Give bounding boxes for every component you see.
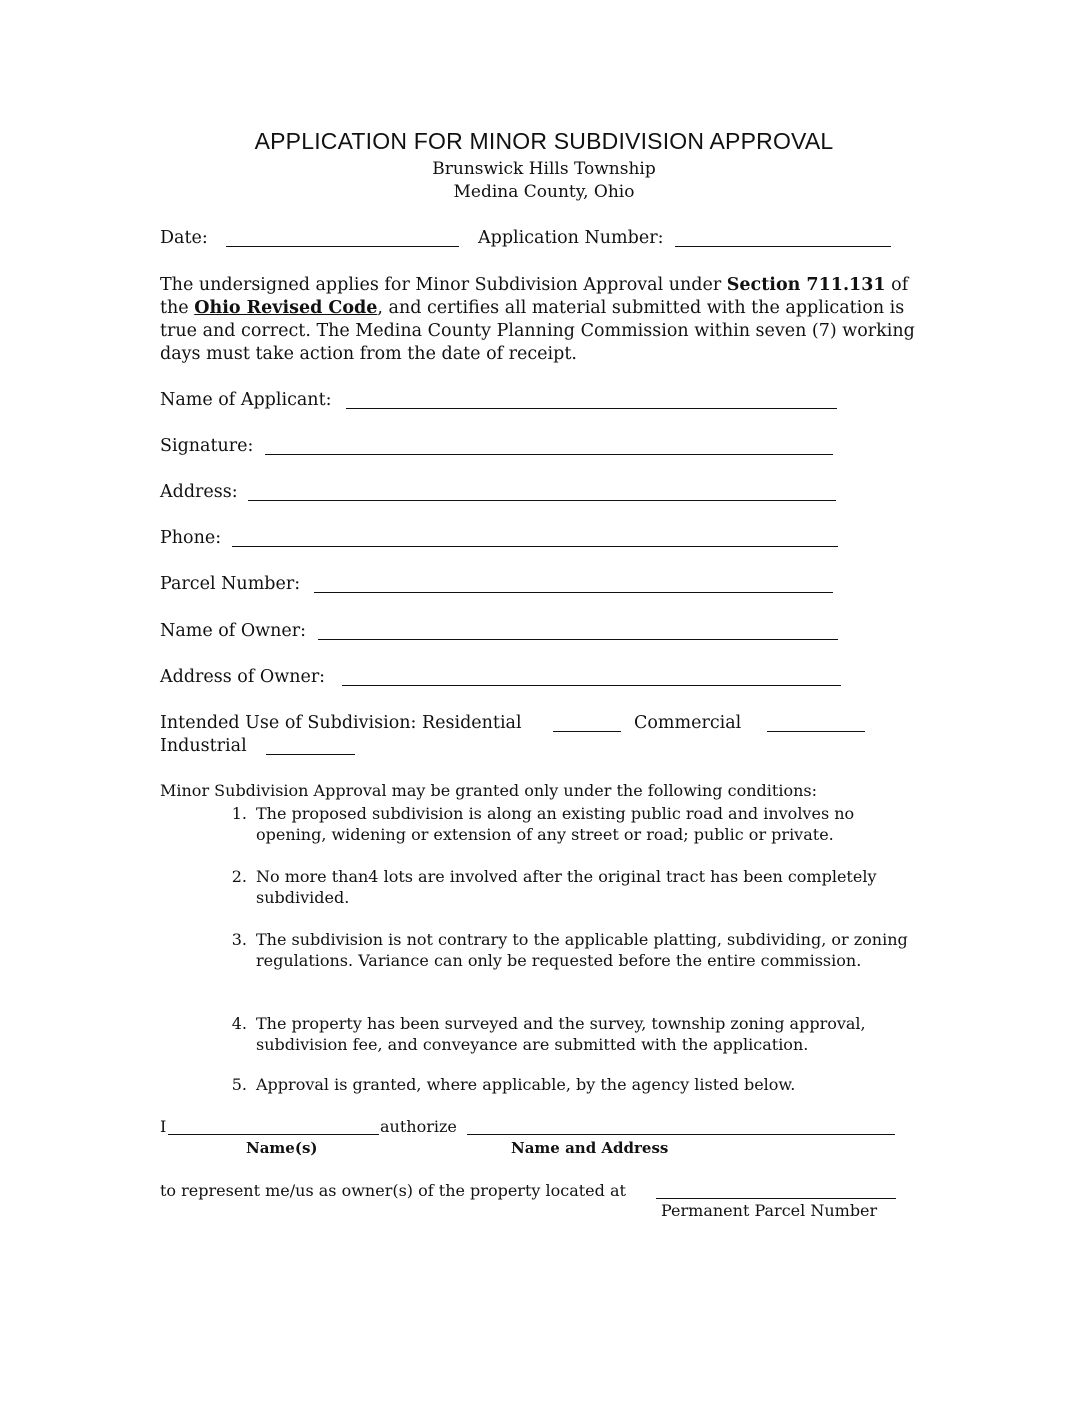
- intro-paragraph: [160, 274, 920, 366]
- condition-text: No more than4 lots are involved after the original tract has been completely subdivided.: [256, 867, 877, 907]
- ppn-caption: Permanent Parcel Number: [661, 1201, 878, 1220]
- address-label: Address:: [160, 482, 238, 502]
- names-caption: Name(s): [246, 1139, 318, 1157]
- condition-text: The subdivision is not contrary to the applicable platting, subdividing, or zoning regulations. Variance can only be requested before the entire commission.: [256, 930, 908, 970]
- authorize-text: authorize: [380, 1117, 457, 1136]
- commercial-label: Commercial: [634, 713, 742, 733]
- county-name: Medina County, Ohio: [453, 182, 635, 202]
- condition-item: [231, 929, 916, 971]
- condition-number: 2.: [231, 867, 247, 886]
- condition-item: [231, 803, 916, 845]
- address-field[interactable]: [248, 500, 836, 501]
- condition-number: 1.: [231, 804, 247, 823]
- name-of-owner-label: Name of Owner:: [160, 621, 307, 641]
- signature-field[interactable]: [265, 454, 833, 455]
- parcel-number-field[interactable]: [314, 592, 833, 593]
- condition-text: The proposed subdivision is along an existing public road and involves no opening, widening or extension of any street or road; public or private.: [256, 804, 855, 844]
- intro-text-1: The undersigned applies for Minor Subdivision Approval under: [160, 275, 727, 295]
- section-reference: Section 711.131: [726, 275, 886, 295]
- conditions-heading: Minor Subdivision Approval may be granted only under the following conditions:: [160, 781, 817, 800]
- owner-names-field[interactable]: [168, 1134, 379, 1135]
- signature-label: Signature:: [160, 436, 254, 456]
- address-of-owner-label: Address of Owner:: [160, 667, 326, 687]
- township-name: Brunswick Hills Township: [432, 159, 656, 179]
- date-label: Date:: [160, 228, 208, 248]
- intro-text-2: of the: [160, 275, 909, 318]
- address-of-owner-field[interactable]: [342, 685, 841, 686]
- name-address-caption: Name and Address: [511, 1139, 669, 1157]
- intro-text-3: , and certifies all material submitted with the application is true and correct. The Medina County Planning Commission within seven (7) working days must take action from the date of receipt.: [160, 298, 915, 364]
- name-of-owner-field[interactable]: [318, 639, 838, 640]
- residential-field[interactable]: [553, 731, 621, 732]
- industrial-field[interactable]: [266, 754, 355, 755]
- condition-item: [231, 866, 916, 908]
- industrial-label: Industrial: [160, 736, 247, 756]
- phone-field[interactable]: [232, 546, 838, 547]
- intended-use-label: Intended Use of Subdivision: Residential: [160, 713, 522, 733]
- represent-text: to represent me/us as owner(s) of the property located at: [160, 1181, 626, 1200]
- page-title: APPLICATION FOR MINOR SUBDIVISION APPROVAL: [254, 128, 834, 154]
- authorization-i: I: [160, 1117, 167, 1136]
- name-of-applicant-field[interactable]: [346, 408, 837, 409]
- condition-number: 3.: [231, 930, 247, 949]
- condition-number: 5.: [231, 1075, 247, 1094]
- parcel-number-label: Parcel Number:: [160, 574, 301, 594]
- phone-label: Phone:: [160, 528, 222, 548]
- condition-text: Approval is granted, where applicable, by the agency listed below.: [256, 1075, 796, 1094]
- commercial-field[interactable]: [767, 731, 865, 732]
- condition-item: [231, 1074, 916, 1095]
- condition-item: [231, 1013, 916, 1055]
- application-number-field[interactable]: [675, 246, 891, 247]
- representative-field[interactable]: [467, 1134, 895, 1135]
- condition-text: The property has been surveyed and the survey, township zoning approval, subdivision fee, and conveyance are submitted with the application.: [256, 1014, 866, 1054]
- permanent-parcel-number-field[interactable]: [656, 1198, 896, 1199]
- ohio-revised-code: Ohio Revised Code: [194, 298, 378, 318]
- name-of-applicant-label: Name of Applicant:: [160, 390, 332, 410]
- condition-number: 4.: [231, 1014, 247, 1033]
- application-number-label: Application Number:: [478, 228, 664, 248]
- date-field[interactable]: [226, 246, 459, 247]
